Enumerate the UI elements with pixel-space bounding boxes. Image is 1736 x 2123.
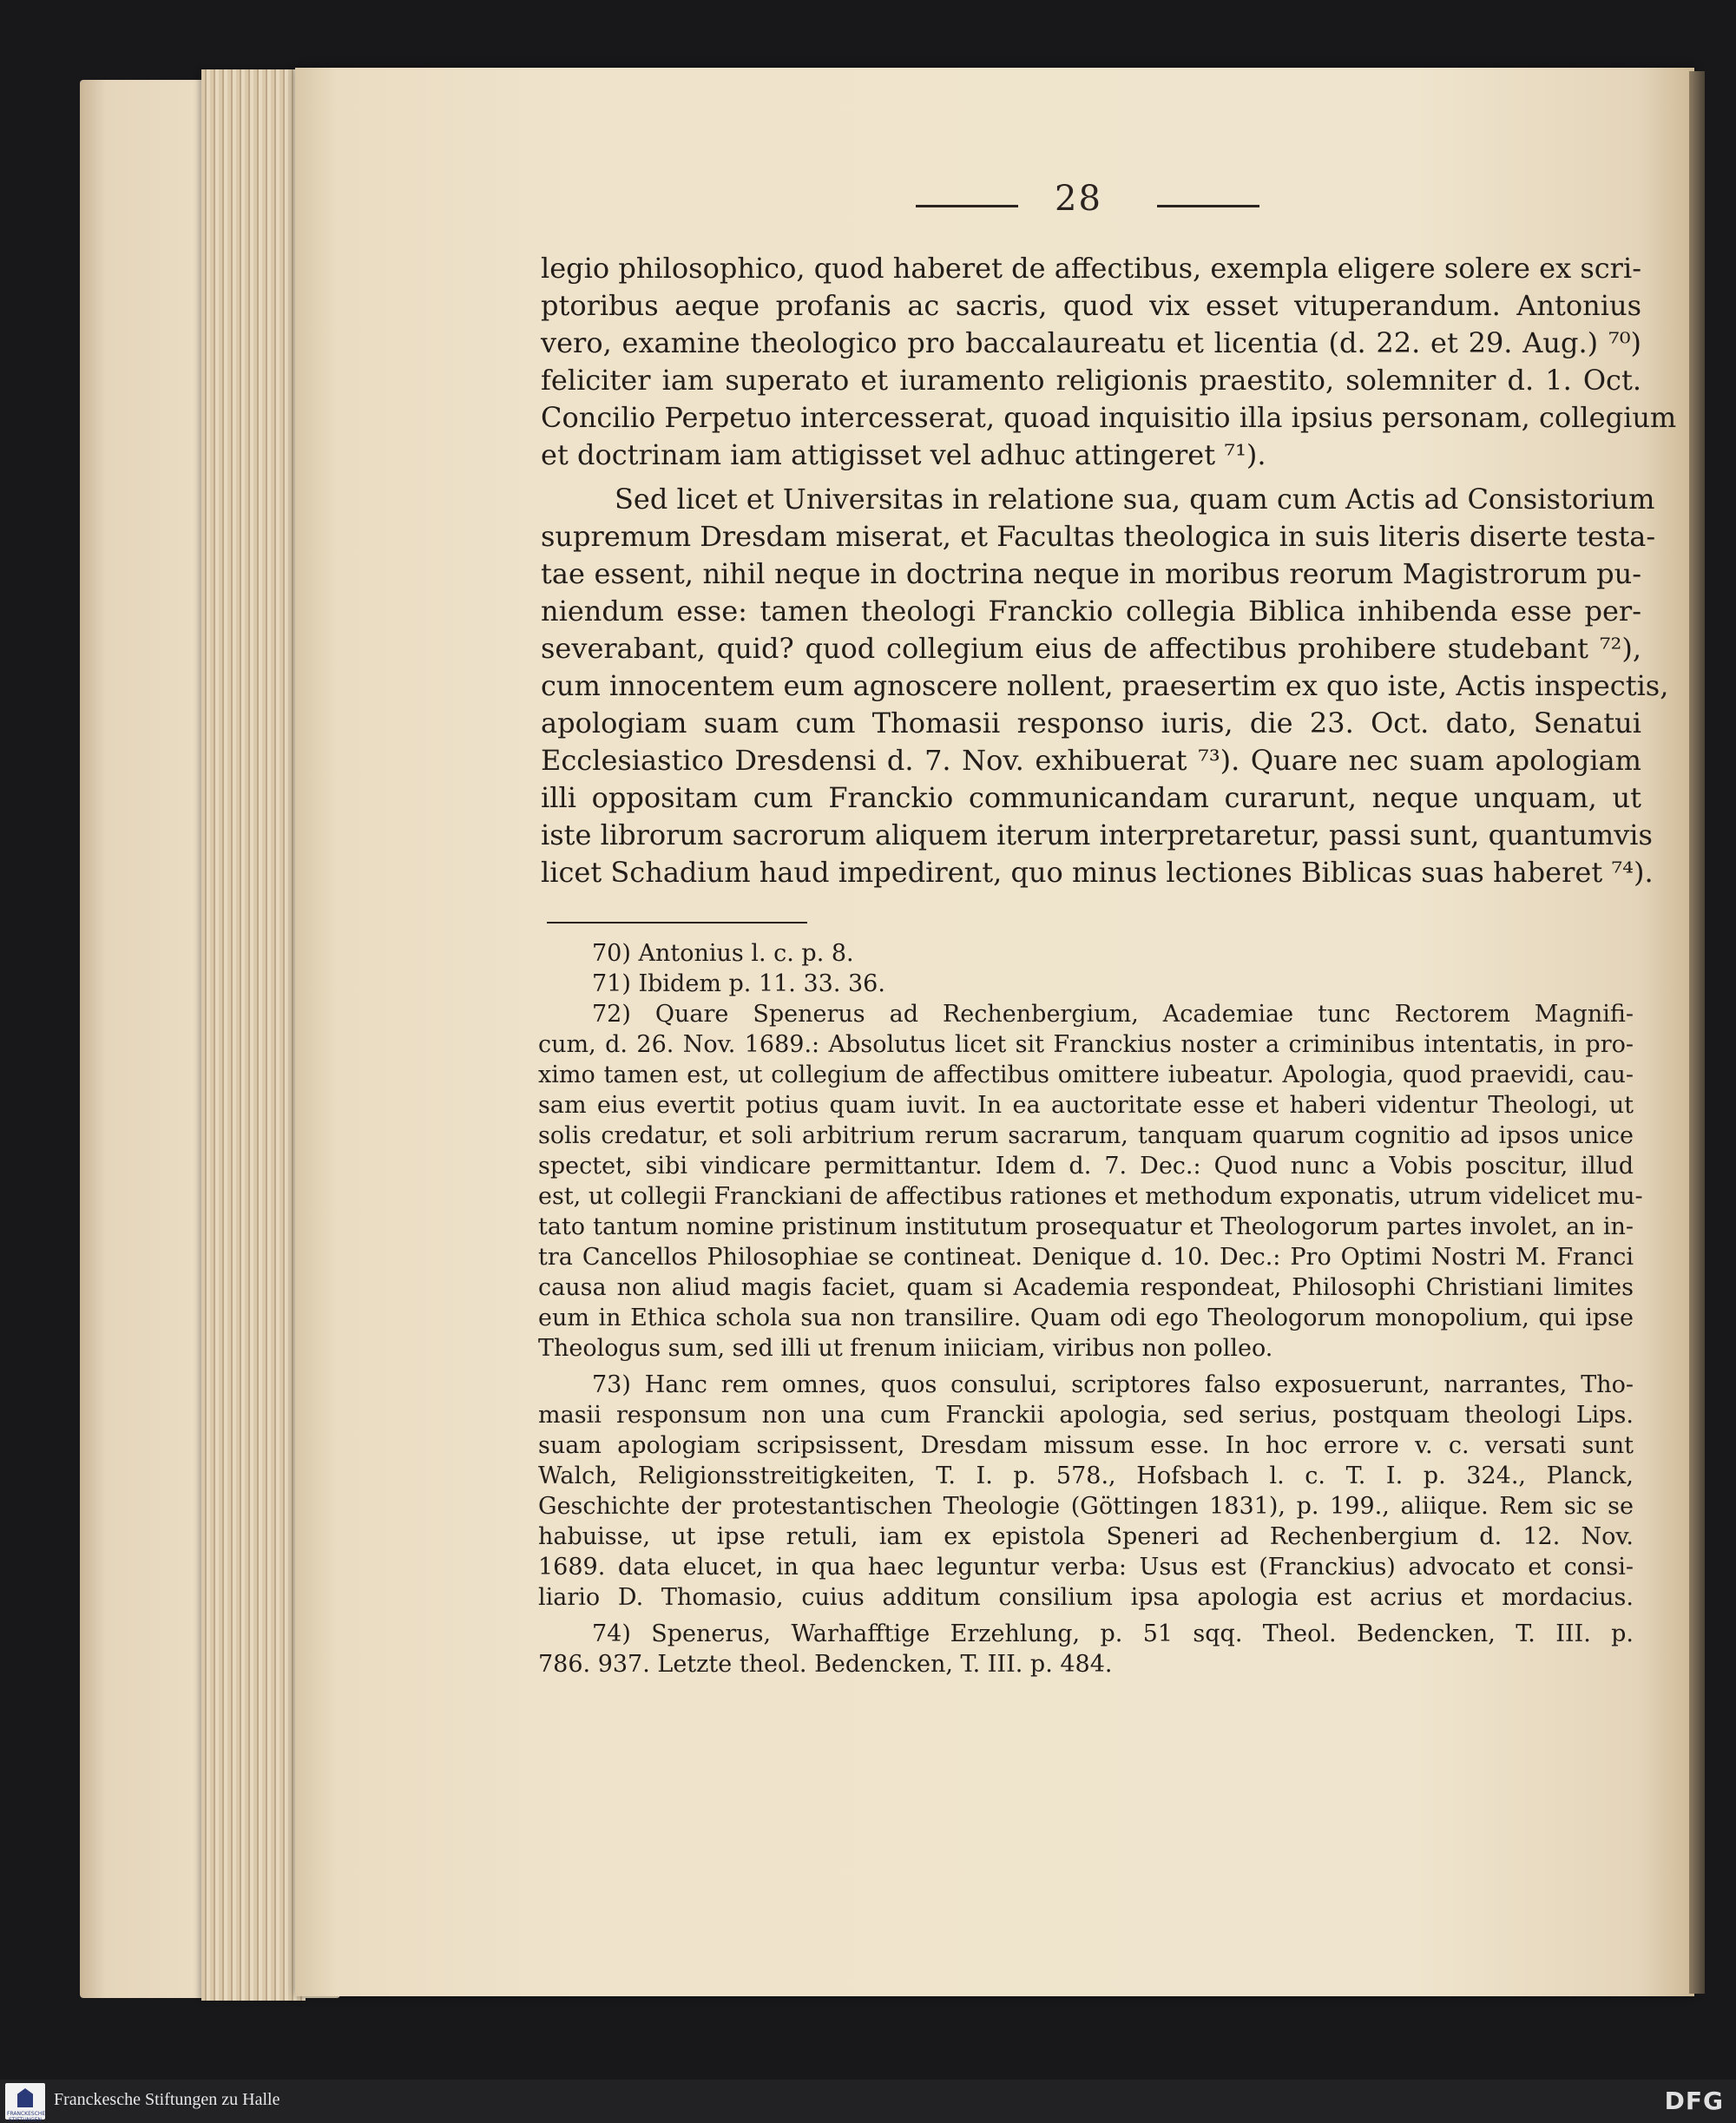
footnote-line: 72) Quare Spenerus ad Rechenbergium, Academiae tunc Rectorem Magnifi- [592,1001,1634,1028]
footnote-line: habuisse, ut ipse retuli, iam ex epistola Speneri ad Rechenbergium d. 12. Nov. [538,1523,1634,1550]
footnote-rule [547,922,807,923]
body-line: feliciter iam superato et iuramento religionis praestito, solemniter d. 1. Oct. [541,364,1641,397]
body-line: supremum Dresdam miserat, et Facultas theologica in suis literis diserte testa- [541,520,1656,553]
header-rule-right [1157,205,1259,207]
body-line: ptoribus aeque profanis ac sacris, quod vix esset vituperandum. Antonius [541,289,1641,322]
page-header [916,179,1280,231]
viewer-footer [0,2080,1736,2123]
body-line: Sed licet et Universitas in relatione sua, quam cum Actis ad Consistorium [615,483,1655,516]
footnote-line: cum, d. 26. Nov. 1689.: Absolutus licet sit Franckius noster a criminibus intentatis, in pro- [538,1031,1634,1058]
footnote-line: spectet, sibi vindicare permittantur. Idem d. 7. Dec.: Quod nunc a Vobis poscitur, illud [538,1153,1634,1180]
footnote-line: 1689. data elucet, in qua haec leguntur verba: Usus est (Franckius) advocato et consi- [538,1554,1634,1581]
footnote-line: ximo tamen est, ut collegium de affectibus omittere iubeatur. Apologia, quod praevidi, cau- [538,1062,1634,1088]
body-line: niendum esse: tamen theologi Franckio collegia Biblica inhibenda esse per- [541,595,1641,628]
body-line: vero, examine theologico pro baccalaureatu et licentia (d. 22. et 29. Aug.) ⁷⁰) [541,326,1641,359]
footnote-line: eum in Ethica schola sua non transilire. Quam odi ego Theologorum monopolium, qui ipse [538,1305,1634,1331]
footnote-line: 71) Ibidem p. 11. 33. 36. [592,970,885,997]
footnote-line: Theologus sum, sed illi ut frenum iniiciam, viribus non polleo. [538,1335,1273,1362]
body-line: Ecclesiastico Dresdensi d. 7. Nov. exhibuerat ⁷³). Quare nec suam apologiam [541,744,1641,777]
footnote-line: est, ut collegii Franckiani de affectibus rationes et methodum exponatis, utrum videlicet mu- [538,1183,1643,1210]
page-right-edge [1689,71,1705,1994]
footnote-line: Geschichte der protestantischen Theologie (Göttingen 1831), p. 199., aliique. Rem sic se [538,1493,1634,1520]
body-line: iste librorum sacrorum aliquem iterum interpretaretur, passi sunt, quantumvis [541,818,1653,851]
footnote-line: suam apologiam scripsissent, Dresdam missum esse. In hoc errore v. c. versati sunt [538,1432,1634,1459]
footnote-line: masii responsum non una cum Franckii apologia, sed serius, postquam theologi Lips. [538,1402,1634,1429]
logo-text: FRANCKESCHE STIFTUNGEN [7,2111,46,2123]
footnote-line: tra Cancellos Philosophiae se contineat. Denique d. 10. Dec.: Pro Optimi Nostri M. Franci [538,1244,1634,1271]
footnote-line: 70) Antonius l. c. p. 8. [592,940,854,967]
body-line: illi oppositam cum Franckio communicandam curarunt, neque unquam, ut [541,781,1641,814]
page-edges [201,69,306,2001]
footnote-line: liario D. Thomasio, cuius additum consilium ipsa apologia est acrius et mordacius. [538,1584,1634,1611]
footnote-line: solis credatur, et soli arbitrium rerum sacrarum, tanquam quarum cognitio ad ipsos unice [538,1122,1634,1149]
footnote-line: 74) Spenerus, Warhafftige Erzehlung, p. 51 sqq. Theol. Bedencken, T. III. p. [592,1620,1634,1647]
dfg-logo[interactable]: DFG [1664,2087,1724,2115]
footnote-line: causa non aliud magis faciet, quam si Academia respondeat, Philosophi Christiani limites [538,1274,1634,1301]
footnote-line: 786. 937. Letzte theol. Bedencken, T. III. p. 484. [538,1651,1113,1678]
footnote-line: 73) Hanc rem omnes, quos consului, scriptores falso exposuerunt, narrantes, Tho- [592,1371,1634,1398]
body-line: cum innocentem eum agnoscere nollent, praesertim ex quo iste, Actis inspectis, [541,669,1669,702]
body-line: Concilio Perpetuo intercesserat, quoad inquisitio illa ipsius personam, collegium [541,401,1677,434]
body-line: licet Schadium haud impedirent, quo minus lectiones Biblicas suas haberet ⁷⁴). [541,856,1654,889]
page-number: 28 [1055,179,1102,219]
body-line: apologiam suam cum Thomasii responso iuris, die 23. Oct. dato, Senatui [541,707,1641,739]
body-line: et doctrinam iam attigisset vel adhuc attingeret ⁷¹). [541,438,1266,471]
institution-name[interactable]: Franckesche Stiftungen zu Halle [54,2090,280,2109]
body-line: tae essent, nihil neque in doctrina neque in moribus reorum Magistrorum pu- [541,557,1641,590]
footnote-line: sam eius evertit potius quam iuvit. In ea auctoritate esse et haberi videntur Theologi, ut [538,1092,1634,1119]
footnote-line: Walch, Religionsstreitigkeiten, T. I. p. 578., Hofsbach l. c. T. I. p. 324., Planck, [538,1462,1634,1489]
body-line: legio philosophico, quod haberet de affectibus, exempla eligere solere ex scri- [541,252,1641,285]
header-rule-left [916,205,1018,207]
body-line: severabant, quid? quod collegium eius de affectibus prohibere studebant ⁷²), [541,632,1641,665]
institution-logo[interactable] [5,2083,46,2123]
footnote-line: tato tantum nomine pristinum institutum prosequatur et Theologorum partes involet, an in- [538,1213,1634,1240]
logo-mark-icon [17,2088,33,2107]
